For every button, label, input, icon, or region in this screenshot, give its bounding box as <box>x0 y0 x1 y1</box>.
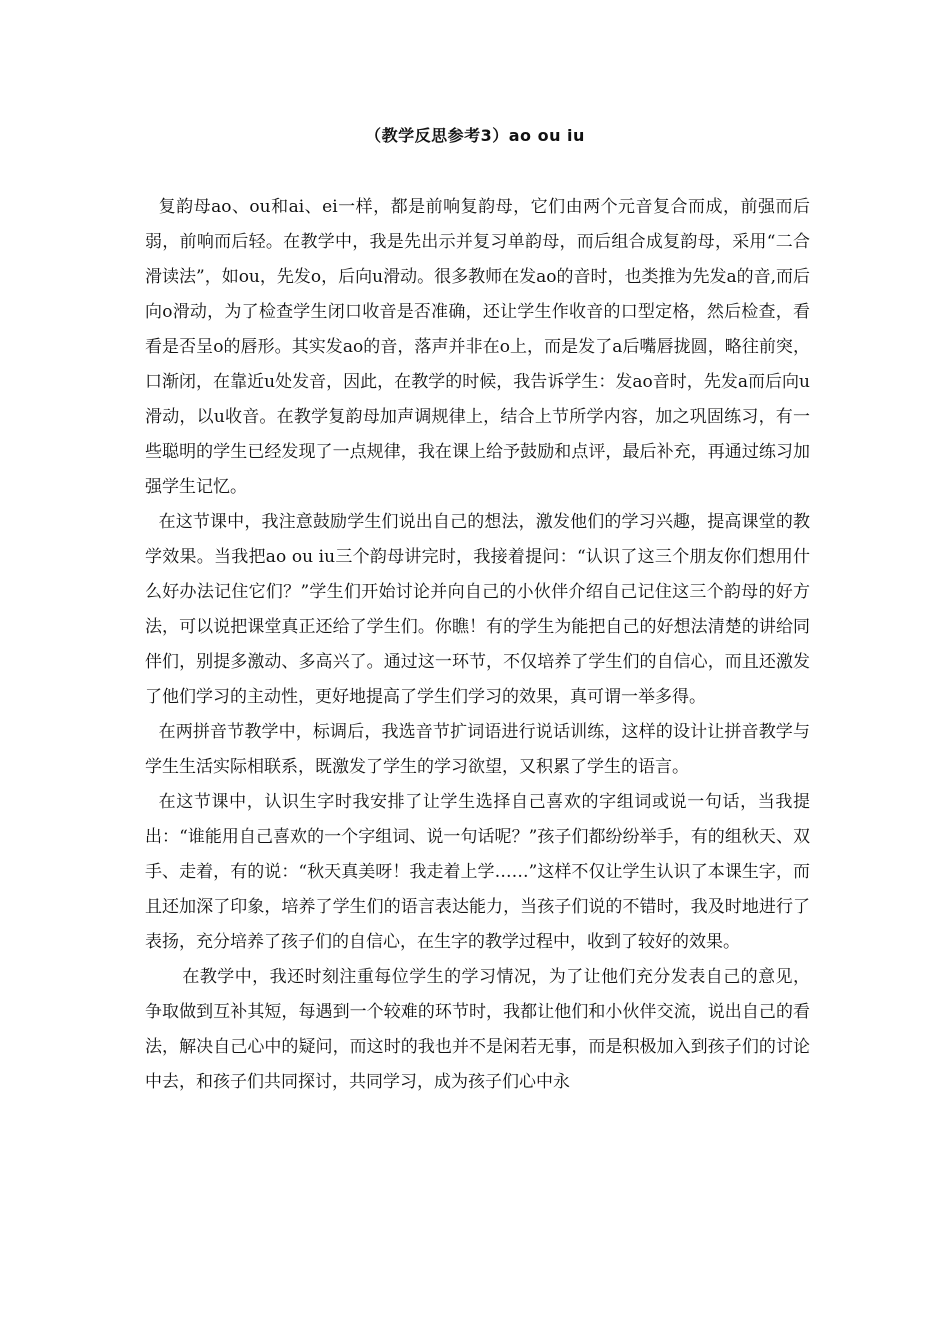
paragraph-4: 在这节课中，认识生字时我安排了让学生选择自己喜欢的字组词或说一句话，当我提出：“谁能用自己喜欢的一个字组词、说一句话呢？”孩子们都纷纷举手，有的组秋天、双手、走着，有的说：“秋天真美呀！我走着上学……”这样不仅让学生认识了本课生字，而且还加深了印象，培养了学生们的语言表达能力，当孩子们说的不错时，我及时地进行了表扬，充分培养了孩子们的自信心，在生字的教学过程中，收到了较好的效果。 <box>145 792 810 952</box>
document-body <box>145 190 810 1100</box>
document-title: （教学反思参考3）ao ou iu <box>365 126 585 145</box>
paragraph-2: 在这节课中，我注意鼓励学生们说出自己的想法，激发他们的学习兴趣，提高课堂的教学效果。当我把ao ou iu三个韵母讲完时，我接着提问：“认识了这三个朋友你们想用什么好办法记住它们？”学生们开始讨论并向自己的小伙伴介绍自己记住这三个韵母的好方法，可以说把课堂真正还给了学生们。你瞧！有的学生为能把自己的好想法清楚的讲给同伴们，别提多激动、多高兴了。通过这一环节，不仅培养了学生们的自信心，而且还激发了他们学习的主动性，更好地提高了学生们学习的效果，真可谓一举多得。 <box>145 512 810 707</box>
paragraph-1: 复韵母ao、ou和ai、ei一样，都是前响复韵母，它们由两个元音复合而成，前强而后弱，前响而后轻。在教学中，我是先出示并复习单韵母，而后组合成复韵母，采用“二合滑读法”，如ou，先发o，后向u滑动。很多教师在发ao的音时，也类推为先发a的音,而后向o滑动，为了检查学生闭口收音是否准确，还让学生作收音的口型定格，然后检查，看看是否呈o的唇形。其实发ao的音，落声并非在o上，而是发了a后嘴唇拢圆，略往前突，口渐闭，在靠近u处发音，因此，在教学的时候，我告诉学生：发ao音时，先发a而后向u滑动，以u收音。在教学复韵母加声调规律上，结合上节所学内容，加之巩固练习，有一些聪明的学生已经发现了一点规律，我在课上给予鼓励和点评，最后补充，再通过练习加强学生记忆。 <box>145 197 810 497</box>
paragraph-5: 在教学中，我还时刻注重每位学生的学习情况，为了让他们充分发表自己的意见，争取做到互补其短，每遇到一个较难的环节时，我都让他们和小伙伴交流，说出自己的看法，解决自己心中的疑问，而这时的我也并不是闲若无事，而是积极加入到孩子们的讨论中去，和孩子们共同探讨，共同学习，成为孩子们心中永 <box>145 967 810 1092</box>
paragraph-3: 在两拼音节教学中，标调后，我选音节扩词语进行说话训练，这样的设计让拼音教学与学生生活实际相联系，既激发了学生的学习欲望，又积累了学生的语言。 <box>145 722 810 777</box>
